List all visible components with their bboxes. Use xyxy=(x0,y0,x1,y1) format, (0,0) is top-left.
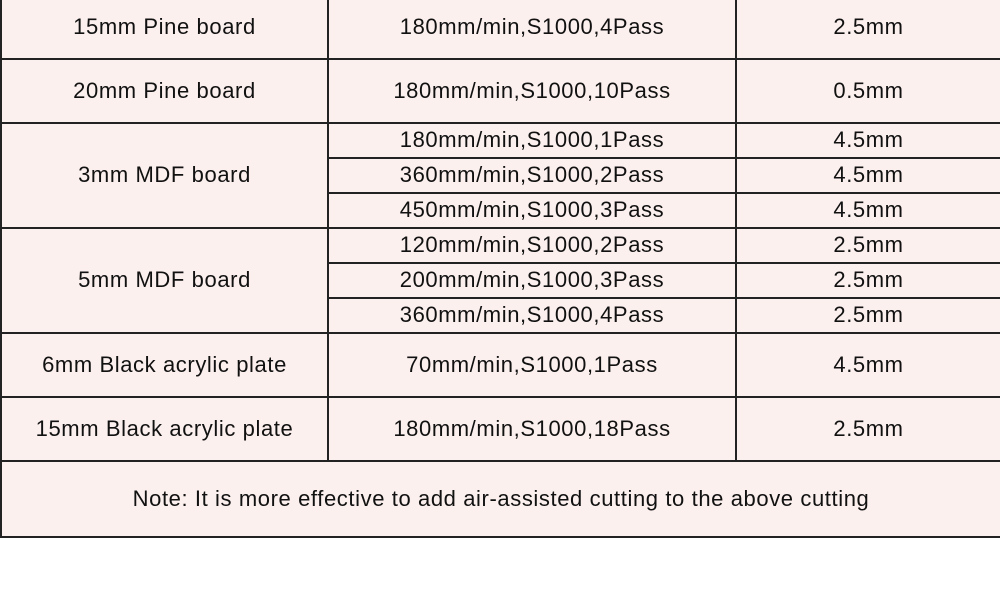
cut-params-cell: 200mm/min,S1000,3Pass xyxy=(328,263,736,298)
cut-params-cell: 70mm/min,S1000,1Pass xyxy=(328,333,736,397)
cut-depth-cell: 2.5mm xyxy=(736,298,1000,333)
table-row xyxy=(1,59,1000,123)
cut-params-cell: 180mm/min,S1000,4Pass xyxy=(328,0,736,59)
cut-depth-cell: 4.5mm xyxy=(736,158,1000,193)
cut-depth-cell: 2.5mm xyxy=(736,0,1000,59)
cut-depth-cell: 4.5mm xyxy=(736,193,1000,228)
material-cell: 15mm Black acrylic plate xyxy=(1,397,328,461)
cut-params-cell: 360mm/min,S1000,2Pass xyxy=(328,158,736,193)
material-cell: 15mm Pine board xyxy=(1,0,328,59)
table-row xyxy=(1,0,1000,59)
cut-params-cell: 360mm/min,S1000,4Pass xyxy=(328,298,736,333)
table-row xyxy=(1,228,1000,263)
cut-params-cell: 180mm/min,S1000,1Pass xyxy=(328,123,736,158)
material-cell: 6mm Black acrylic plate xyxy=(1,333,328,397)
cut-params-cell: 180mm/min,S1000,18Pass xyxy=(328,397,736,461)
table-row xyxy=(1,123,1000,158)
cut-params-cell: 120mm/min,S1000,2Pass xyxy=(328,228,736,263)
table-row xyxy=(1,397,1000,461)
cut-params-cell: 180mm/min,S1000,10Pass xyxy=(328,59,736,123)
note-text: Note: It is more effective to add air-assisted cutting to the above cutting xyxy=(1,461,1000,537)
material-cell: 20mm Pine board xyxy=(1,59,328,123)
cut-depth-cell: 2.5mm xyxy=(736,263,1000,298)
cut-depth-cell: 0.5mm xyxy=(736,59,1000,123)
table-row xyxy=(1,333,1000,397)
cut-depth-cell: 4.5mm xyxy=(736,333,1000,397)
note-row xyxy=(1,461,1000,537)
cut-params-cell: 450mm/min,S1000,3Pass xyxy=(328,193,736,228)
cut-depth-cell: 4.5mm xyxy=(736,123,1000,158)
material-cell: 3mm MDF board xyxy=(1,123,328,228)
cut-depth-cell: 2.5mm xyxy=(736,228,1000,263)
material-cell: 5mm MDF board xyxy=(1,228,328,333)
cut-depth-cell: 2.5mm xyxy=(736,397,1000,461)
